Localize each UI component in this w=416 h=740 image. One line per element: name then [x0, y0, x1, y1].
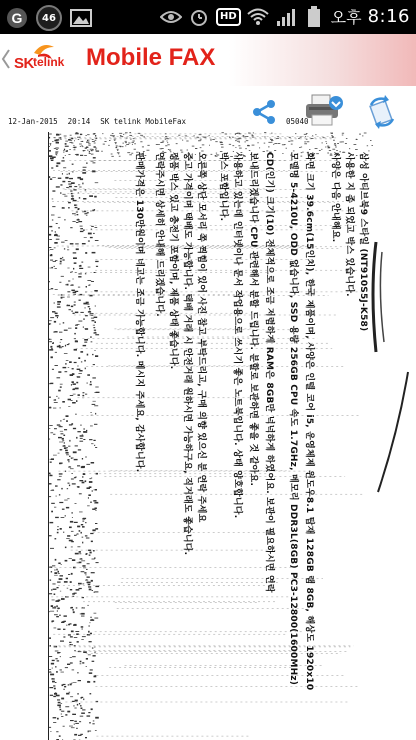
- fax-document-line: 정품 박스 있고 충전기 포함이며, 제품 상태 좋습니다.: [168, 152, 178, 370]
- wifi-icon: [247, 6, 269, 28]
- fax-document-line: 삼성 아티브북9 스타일 (NT910S5J-K58): [358, 152, 368, 332]
- fax-header-date: 12-Jan-2015: [8, 117, 58, 126]
- print-icon: [303, 93, 345, 127]
- fax-document-text: [48, 132, 373, 740]
- fax-page-content: [48, 132, 373, 740]
- fax-document-line: 사용한 지 좀 되었고 박스 있습니다.: [344, 152, 354, 297]
- fax-document-line: 보내드리겠습니다 CPU 관련해서 분할 드립니다. 분할로 보관하면 좋을 것 같아요.: [248, 152, 258, 487]
- fax-header-sender: SK telink MobileFax: [100, 117, 187, 126]
- time-text: 8:16: [367, 6, 410, 27]
- battery-icon: [303, 6, 325, 28]
- fax-transmission-header: [8, 117, 196, 126]
- fax-device-sketch: [368, 232, 416, 532]
- share-button[interactable]: [246, 94, 282, 130]
- status-bar: [0, 0, 416, 34]
- rotate-button[interactable]: [364, 94, 400, 130]
- logo-sub: telink: [33, 55, 65, 69]
- fax-header-time: 20:14: [67, 117, 91, 126]
- time-ampm: 오후: [330, 8, 362, 27]
- fax-header-page: 05040: [286, 117, 309, 126]
- svg-text:G: G: [11, 10, 23, 26]
- back-chevron-icon[interactable]: [0, 44, 12, 74]
- status-right: [160, 5, 410, 28]
- fax-document-line: 화면 크기 39.6cm(15인치), 한국 제품이며, 사양은 인텔 코어 i5, 운영체제 윈도우8.1 탑재 128GB 램 8GB, 해상도 1920x10: [304, 152, 314, 691]
- g-icon: [6, 7, 28, 29]
- fax-viewer[interactable]: [0, 86, 416, 740]
- print-button[interactable]: [302, 92, 346, 128]
- share-icon: [250, 98, 278, 126]
- network-badge: 46: [36, 5, 62, 31]
- app-header: [0, 34, 416, 86]
- fax-document-line: 연락주시면 상세히 안내해 드리겠습니다.: [154, 152, 164, 317]
- fax-document-line: 오른쪽 상단 모서리 쪽 찍힘이 있어 사진 참고 부탁드리고, 구매 의향 있으신 분 연락 주세요: [196, 152, 206, 523]
- fax-document-line: 중고 가격이며 택배도 가능합니다. 택배 거래 시 안전거래 원하시면 가능하구요, 직거래도 좋습니다.: [182, 152, 192, 556]
- status-left: [6, 5, 92, 31]
- fax-document-line: 박스 포함입니다.: [218, 152, 228, 222]
- hd-voice-indicator: HD: [216, 8, 241, 26]
- eye-icon: [160, 6, 182, 28]
- fax-document-line: CD(인기) 크기(10) 전체적으로 조금 저렴하게 RAM은 8GB만 넉넉하게 하였어요. 보관이 필요하시면 연락: [264, 152, 274, 593]
- signal-icon: [275, 6, 297, 28]
- image-icon: [70, 7, 92, 29]
- logo-brand: SK: [14, 55, 34, 72]
- fax-page: [48, 132, 373, 740]
- fax-document-line: 사양은 다음 안내해요.: [330, 152, 340, 243]
- rotate-icon: [365, 95, 399, 129]
- fax-document-line: 모델명 5-4210U, ODD 없습니다, SSD 용량 256GB CPU 속도 1.7GHz, 메모리 DDR3L(8GB) PC3-12800(1600MHz): [288, 152, 298, 686]
- fax-document-line: 판매가격은 130만원이며 네고는 조금 가능합니다. 메시지 주세요, 감사합니다.: [134, 152, 144, 473]
- fax-document-line: 사용하고 있는데 인터넷이나 문서 작업용으로 쓰시기 좋은 노트북입니다. 상태 양호합니다.: [232, 152, 242, 519]
- alarm-icon: [188, 6, 210, 28]
- page-title: Mobile FAX: [86, 44, 216, 71]
